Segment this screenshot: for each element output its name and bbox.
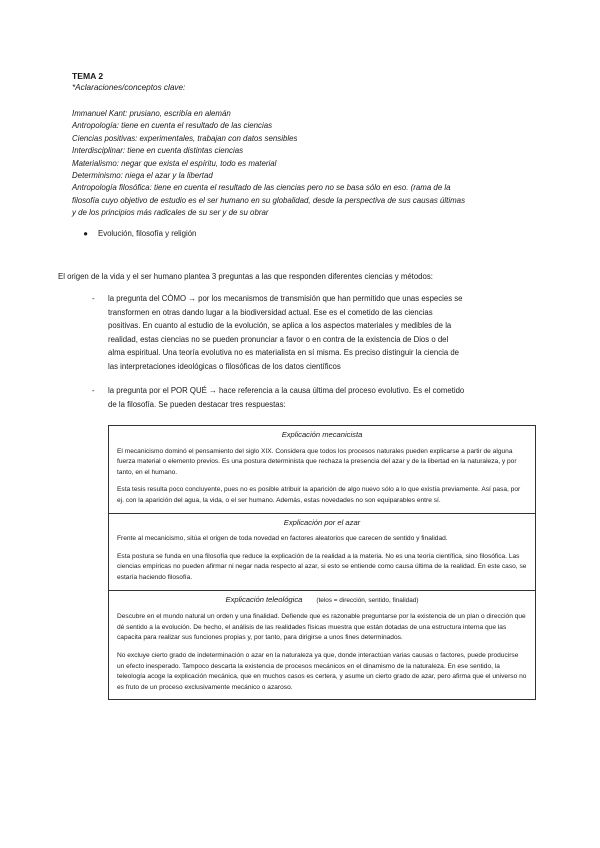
teleologica-note: (telos = dirección, sentido, finalidad)	[316, 596, 419, 604]
section-mecanicista	[109, 426, 535, 514]
teleologica-paragraph-2: No excluye cierto grado de indeterminación o azar en la naturaleza ya que, donde interactúan varias causas o factores, puede producirse un efecto inesperado. Tampoco descarta la existencia de procesos mecánicos en el dinamismo de la naturaleza. En ese sentido, la teleología acoge la explicación mecánica, que en muchos casos es certera, y asume un cierto grado de azar, pero afirma que el universo no es fruto de un proceso exclusivamente mecánico o azaroso.	[117, 651, 527, 691]
item-line: la pregunta del CÓMO → por los mecanismos de transmisión que han permitido que unas especies se	[108, 294, 463, 303]
teleologica-title: Explicación teleológica	[225, 594, 303, 604]
mecanicista-paragraph-1: El mecanicismo dominó el pensamiento del siglo XIX. Considera que todos los procesos naturales pueden explicarse a partir de alguna fuerza material o elemento previos. Es una postura determinista que rechaza la presencia del azar y de la libertad en la naturaleza, y por tanto, en el humano.	[117, 447, 517, 476]
definitions-list	[72, 108, 542, 220]
definition-materialismo: Materialismo: negar que exista el espíritu, todo es material	[72, 158, 277, 168]
dash-icon: -	[92, 294, 95, 303]
teleologica-header	[117, 595, 527, 607]
definition-ciencias-positivas: Ciencias positivas: experimentales, trabajan con datos sensibles	[72, 133, 298, 143]
definition-kant: Immanuel Kant: prusiano, escribía en alemán	[72, 109, 231, 118]
item-line: realidad, estas ciencias no se pueden pronunciar a favor o en contra de la existencia de Dios o del	[108, 334, 449, 344]
mecanicista-paragraph-2: Esta tesis resulta poco concluyente, pues no es posible atribuir la aparición de algo nuevo sólo a lo que existía previamente. Así pasa, por ej. con la aparición del agua, la vida, o el ser humano. Además, estas novedades no son equiparables entre sí.	[117, 486, 521, 504]
item-line: de la filosofía. Se pueden destacar tres respuestas:	[108, 399, 286, 409]
definition-antropologia-filosofica-line3: y de los principios más radicales de su ser y de su obrar	[72, 208, 269, 218]
azar-paragraph-2: Esta postura se funda en una filosofía que reduce la explicación de la realidad a la materia. No es una teoría científica, sino filosófica. Las ciencias empíricas no pueden afirmar ni negar nada respecto al azar, si esto se entiende como causa última de la realidad. En este caso, se estaría haciendo filosofía.	[117, 552, 527, 581]
page-title: TEMA 2	[72, 71, 104, 81]
definition-antropologia-filosofica-line1: Antropología filosófica: tiene en cuenta el resultado de las ciencias pero no se basa sólo en eso. (rama de la	[72, 183, 451, 193]
explanations-box	[108, 425, 536, 700]
mecanicista-title: Explicación mecanicista	[281, 430, 363, 439]
page-subtitle: *Aclaraciones/conceptos clave:	[72, 83, 186, 92]
item-line: transformen en otras dando lugar a la biodiversidad actual. Ese es el cometido de las ciencias	[108, 307, 433, 317]
list-item-por-que	[92, 384, 524, 411]
item-line: la pregunta por el POR QUÉ → hace referencia a la causa última del proceso evolutivo. Es el cometido	[108, 386, 465, 395]
document-page	[72, 70, 542, 240]
list-item-como	[92, 292, 524, 373]
teleologica-paragraph-1: Descubre en el mundo natural un orden y una finalidad. Defiende que es razonable preguntarse por la existencia de un plan o dirección que dé sentido a la evolución. De hecho, el análisis de las realidades físicas muestra que están dotadas de una estructura interna que las capacita para realizar sus funciones propias y, por tanto, para dirigirse a unos fines determinados.	[117, 613, 526, 642]
bullet-dot-icon: ●	[83, 228, 88, 238]
section-heading	[72, 228, 542, 240]
section-heading-text: Evolución, filosofía y religión	[98, 228, 197, 238]
definition-interdisciplinar: Interdisciplinar: tiene en cuenta distintas ciencias	[72, 146, 244, 156]
definition-determinismo: Determinismo: niega el azar y la libertad	[72, 171, 213, 181]
dash-icon: -	[92, 386, 95, 395]
section-teleologica	[109, 591, 535, 700]
item-line: alma espiritual. Una teoría evolutiva no es materialista en sí misma. Es preciso distinguir la ciencia de	[108, 348, 460, 357]
definition-antropologia: Antropología: tiene en cuenta el resultado de las ciencias	[72, 121, 273, 131]
azar-paragraph-1: Frente al mecanicismo, sitúa el origen de toda novedad en factores aleatorios que carecen de sentido y finalidad.	[117, 535, 448, 543]
item-line: las interpretaciones ideológicas o filosóficas de los datos científicos	[108, 361, 341, 371]
item-line: positivas. En cuanto al estudio de la evolución, se aplica a los aspectos materiales y medibles de la	[108, 321, 452, 330]
azar-title: Explicación por el azar	[283, 517, 361, 527]
section-azar	[109, 514, 535, 591]
definition-antropologia-filosofica-line2: filosofía cuyo objetivo de estudio es el ser humano en su globalidad, desde la perspectiva de sus causas últimas	[72, 195, 466, 205]
section-intro: El origen de la vida y el ser humano plantea 3 preguntas a las que responden diferentes ciencias y métodos:	[58, 272, 433, 281]
